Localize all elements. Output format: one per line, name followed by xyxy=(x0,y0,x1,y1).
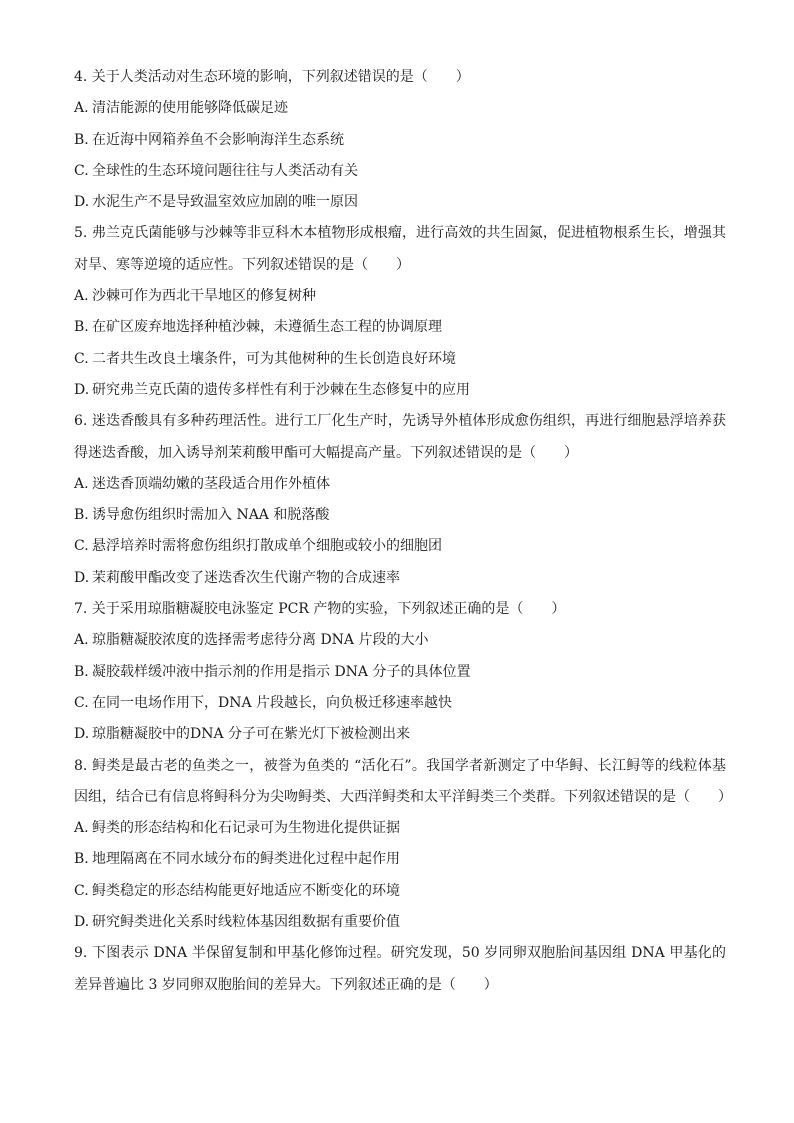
option-a xyxy=(74,469,726,500)
option-text: 二者共生改良土壤条件，可为其他树种的生长创造良好环境 xyxy=(92,350,456,367)
option-d xyxy=(74,563,726,594)
option-letter: C. xyxy=(74,538,89,555)
option-text: 悬浮培养时需将愈伤组织打散成单个细胞或较小的细胞团 xyxy=(92,538,442,555)
option-text: 琼脂糖凝胶中的DNA 分子可在紫光灯下被检测出来 xyxy=(92,726,411,743)
option-b xyxy=(74,125,726,156)
option-a xyxy=(74,281,726,312)
option-text: 茉莉酸甲酯改变了迷迭香次生代谢产物的合成速率 xyxy=(92,569,400,586)
option-text: 清洁能源的使用能够降低碳足迹 xyxy=(92,100,288,117)
option-b xyxy=(74,500,726,531)
question-6 xyxy=(74,406,726,594)
question-stem: 5. 弗兰克氏菌能够与沙棘等非豆科木本植物形成根瘤，进行高效的共生固氮，促进植物根系生长，增强其对旱、寒等逆境的适应性。下列叙述错误的是（ ） xyxy=(74,225,726,273)
option-text: 水泥生产不是导致温室效应加剧的唯一原因 xyxy=(92,194,358,211)
option-letter: C. xyxy=(74,162,89,179)
option-letter: D. xyxy=(74,381,90,398)
option-letter: D. xyxy=(74,569,90,586)
question-stem: 4. 关于人类活动对生态环境的影响，下列叙述错误的是（ ） xyxy=(74,69,470,85)
option-letter: C. xyxy=(74,694,89,711)
option-b xyxy=(74,312,726,343)
option-letter: B. xyxy=(74,851,89,868)
option-text: 研究弗兰克氏菌的遗传多样性有利于沙棘在生态修复中的应用 xyxy=(92,381,470,398)
option-letter: A. xyxy=(74,475,89,492)
question-8 xyxy=(74,751,732,939)
option-text: 琼脂糖凝胶浓度的选择需考虑待分离 DNA 片段的大小 xyxy=(92,632,429,649)
option-letter: D. xyxy=(74,726,90,743)
option-c xyxy=(74,876,726,907)
option-c xyxy=(74,531,726,562)
option-text: 在近海中网箱养鱼不会影响海洋生态系统 xyxy=(92,131,344,148)
option-letter: A. xyxy=(74,820,89,837)
option-d xyxy=(74,187,726,218)
option-letter: B. xyxy=(74,663,89,680)
option-text: 沙棘可作为西北干旱地区的修复树种 xyxy=(92,288,316,305)
question-stem: 8. 鲟类是最古老的鱼类之一，被誉为鱼类的 “活化石”。我国学者新测定了中华鲟、长江鲟等的线粒体基因组，结合已有信息将鲟科分为尖吻鲟类、大西洋鲟类和太平洋鲟类三个类群。下列叙述错误的是（ ） xyxy=(74,757,732,805)
option-letter: B. xyxy=(74,319,89,336)
option-c xyxy=(74,156,726,187)
option-letter: C. xyxy=(74,882,89,899)
option-letter: A. xyxy=(74,288,89,305)
option-text: 在同一电场作用下，DNA 片段越长，向负极迁移速率越快 xyxy=(92,694,453,711)
question-4 xyxy=(74,62,726,218)
option-letter: B. xyxy=(74,507,89,524)
option-text: 全球性的生态环境问题往往与人类活动有关 xyxy=(92,162,358,179)
option-d xyxy=(74,719,726,750)
option-letter: A. xyxy=(74,100,89,117)
question-list xyxy=(74,62,732,1001)
option-a xyxy=(74,625,726,656)
option-letter: A. xyxy=(74,632,89,649)
option-text: 地理隔离在不同水域分布的鲟类进化过程中起作用 xyxy=(92,851,400,868)
option-letter: D. xyxy=(74,914,90,931)
option-letter: C. xyxy=(74,350,89,367)
question-5 xyxy=(74,218,726,406)
option-text: 研究鲟类进化关系时线粒体基因组数据有重要价值 xyxy=(92,914,400,931)
question-7 xyxy=(74,594,726,750)
option-d xyxy=(74,907,726,938)
option-c xyxy=(74,344,726,375)
question-9 xyxy=(74,938,726,1001)
option-d xyxy=(74,375,726,406)
option-text: 鲟类稳定的形态结构能更好地适应不断变化的环境 xyxy=(92,882,400,899)
question-stem: 6. 迷迭香酸具有多种药理活性。进行工厂化生产时，先诱导外植体形成愈伤组织，再进行细胞悬浮培养获得迷迭香酸，加入诱导剂茉莉酸甲酯可大幅提高产量。下列叙述错误的是（ ） xyxy=(74,413,726,461)
option-b xyxy=(74,844,726,875)
question-stem: 7. 关于采用琼脂糖凝胶电泳鉴定 PCR 产物的实验，下列叙述正确的是（ ） xyxy=(74,601,566,618)
option-c xyxy=(74,688,726,719)
option-b xyxy=(74,657,726,688)
option-letter: D. xyxy=(74,194,90,211)
option-text: 凝胶载样缓冲液中指示剂的作用是指示 DNA 分子的具体位置 xyxy=(92,663,471,680)
question-stem: 9. 下图表示 DNA 半保留复制和甲基化修饰过程。研究发现，50 岁同卵双胞胎间基因组 DNA 甲基化的差异普遍比 3 岁同卵双胞胎间的差异大。下列叙述正确的是（ ） xyxy=(74,945,726,993)
option-text: 迷迭香顶端幼嫩的茎段适合用作外植体 xyxy=(92,475,330,492)
option-a xyxy=(74,813,726,844)
option-text: 鲟类的形态结构和化石记录可为生物进化提供证据 xyxy=(92,820,400,837)
option-text: 诱导愈伤组织时需加入 NAA 和脱落酸 xyxy=(92,507,330,524)
option-letter: B. xyxy=(74,131,89,148)
option-text: 在矿区废弃地选择种植沙棘，未遵循生态工程的协调原理 xyxy=(92,319,442,336)
option-a xyxy=(74,93,726,124)
